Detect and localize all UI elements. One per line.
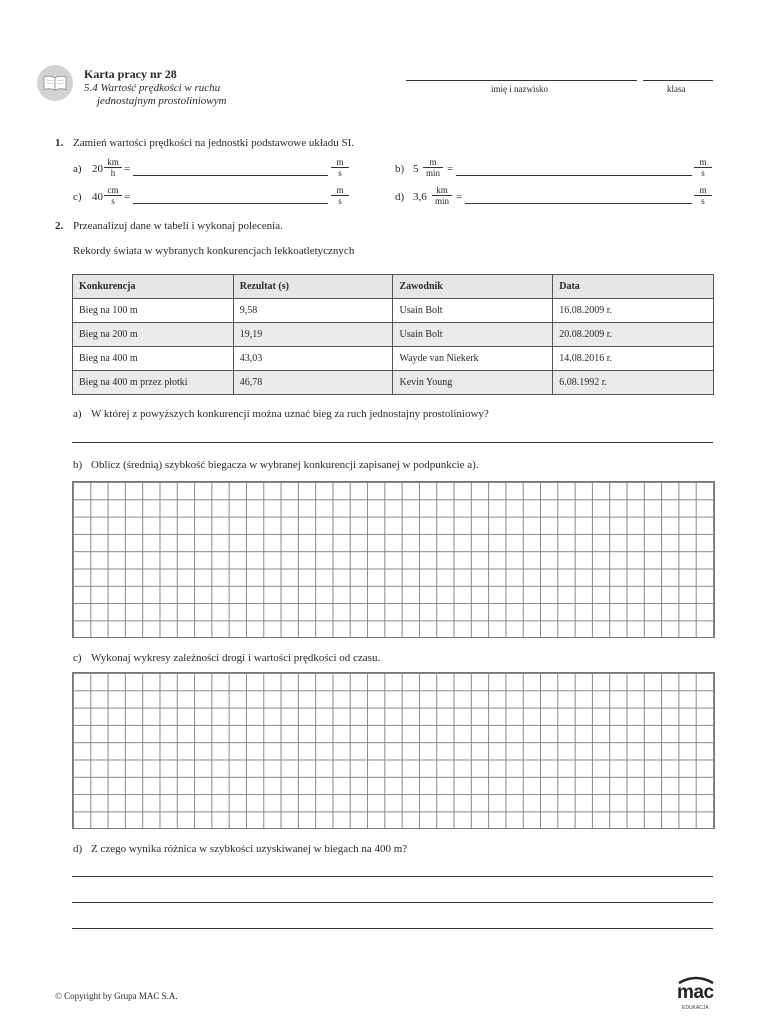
task1-d-target-den: s [701,196,705,206]
task1-d-answer-line[interactable] [465,203,692,204]
task1-text: Zamień wartości prędkości na jednostki podstawowe układu SI. [73,137,355,149]
copyright: © Copyright by Grupa MAC S.A. [55,991,178,1001]
question-c-letter: c) [73,652,82,664]
task1-a-unit-num: km [107,157,119,167]
task1-number: 1. [55,137,64,149]
answer-b-grid[interactable] [72,481,715,638]
answer-c-grid[interactable] [72,672,715,829]
task1-a-target-unit [330,157,350,178]
table-caption: Rekordy świata w wybranych konkurencjach lekkoatletycznych [73,245,355,257]
mac-logo [674,975,718,1015]
table-cell: Bieg na 100 m [73,299,234,323]
task1-c-unit-den: s [111,196,115,206]
task1-c-target-num: m [336,185,344,195]
table-row [73,371,714,395]
table-cell: Bieg na 200 m [73,323,234,347]
task1-d-unit-den: min [434,196,449,206]
book-icon [36,64,74,102]
worksheet-subtitle-2: jednostajnym prostoliniowym [97,95,227,107]
task1-c-target-unit [330,185,350,206]
table-cell: 16.08.2009 r. [553,299,714,323]
answer-d-line-2[interactable] [72,902,713,903]
question-a-text: W której z powyższych konkurencji można uznać bieg za ruch jednostajny prostoliniowy? [91,408,489,420]
answer-a-line[interactable] [72,442,713,443]
name-line[interactable] [406,80,637,81]
task2-number: 2. [55,220,64,232]
logo-sub: EDUKACJA [682,1005,709,1011]
table-row [73,299,714,323]
col-header: Zawodnik [393,275,553,299]
table-cell: Bieg na 400 m [73,347,234,371]
task1-b-target-num: m [699,157,707,167]
task1-a-target-den: s [338,168,342,178]
table-cell: 19,19 [233,323,393,347]
class-line[interactable] [643,80,713,81]
task1-c-target-den: s [338,196,342,206]
task1-c-answer-line[interactable] [133,203,328,204]
task1-a-unit-den: h [110,168,116,178]
col-header: Konkurencja [73,275,234,299]
task1-a-answer-line[interactable] [133,175,328,176]
table-cell: Usain Bolt [393,323,553,347]
logo-text: mac [677,982,714,1003]
task1-c-letter: c) [73,191,82,203]
task1-b-value: 5 [413,163,419,175]
task1-a-target-num: m [336,157,344,167]
task1-a-unit [103,157,123,178]
task1-d-letter: d) [395,191,405,203]
task2-text: Przeanalizuj dane w tabeli i wykonaj polecenia. [73,220,283,232]
question-c-text: Wykonaj wykresy zależności drogi i wartości prędkości od czasu. [91,652,381,664]
table-cell: 43,03 [233,347,393,371]
table-cell: 14.08.2016 r. [553,347,714,371]
task1-b-unit-den: min [425,168,440,178]
task1-c-unit-num: cm [107,185,119,195]
task1-a-eq: = [124,163,131,175]
task1-d-target-num: m [699,185,707,195]
table-cell: Kevin Young [393,371,553,395]
task1-b-target-unit [693,157,713,178]
table-row [73,347,714,371]
worksheet-title: Karta pracy nr 28 [84,67,177,81]
table-cell: 46,78 [233,371,393,395]
question-b-letter: b) [73,459,83,471]
task1-c-eq: = [124,191,131,203]
task1-c-value: 40 [92,191,103,203]
task1-d-target-unit [693,185,713,206]
table-cell: 20.08.2009 r. [553,323,714,347]
table-cell: Wayde van Niekerk [393,347,553,371]
question-d-text: Z czego wynika różnica w szybkości uzyskiwanej w biegach na 400 m? [91,843,408,855]
task1-b-unit [422,157,444,178]
task1-b-answer-line[interactable] [456,175,692,176]
task1-d-value: 3,6 [413,191,427,203]
question-a-letter: a) [73,408,82,420]
task1-d-eq: = [456,191,463,203]
task1-d-unit-num: km [436,185,448,195]
task1-d-unit [431,185,453,206]
worksheet-subtitle-1: 5.4 Wartość prędkości w ruchu [84,82,221,94]
table-cell: Bieg na 400 m przez płotki [73,371,234,395]
name-label: imię i nazwisko [491,84,548,94]
col-header: Data [553,275,714,299]
class-label: klasa [667,84,686,94]
task1-b-eq: = [447,163,454,175]
table-header-row [73,275,714,299]
answer-d-line-3[interactable] [72,928,713,929]
table-cell: 6.08.1992 r. [553,371,714,395]
task1-c-unit [103,185,123,206]
task1-a-value: 20 [92,163,103,175]
task1-b-unit-num: m [429,157,437,167]
task1-a-letter: a) [73,163,82,175]
col-header: Rezultat (s) [233,275,393,299]
task1-b-letter: b) [395,163,405,175]
table-cell: 9,58 [233,299,393,323]
records-table [72,274,714,395]
table-cell: Usain Bolt [393,299,553,323]
task1-b-target-den: s [701,168,705,178]
question-b-text: Oblicz (średnią) szybkość biegacza w wybranej konkurencji zapisanej w podpunkcie a). [91,459,479,471]
answer-d-line-1[interactable] [72,876,713,877]
table-row [73,323,714,347]
question-d-letter: d) [73,843,83,855]
